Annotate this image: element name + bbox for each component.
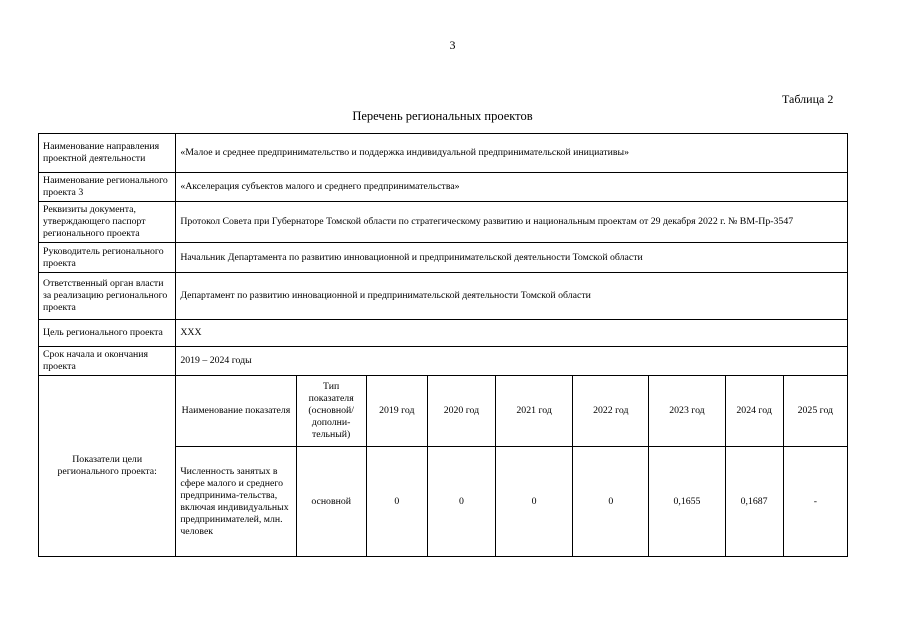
row-label-responsible-body: Ответственный орган власти за реализацию регионального проекта <box>39 273 176 320</box>
year-header: 2025 год <box>783 376 847 447</box>
table-label: Таблица 2 <box>782 92 834 106</box>
row-value-document-details: Протокол Совета при Губернаторе Томской области по стратегическому развитию и национальным проектам от 29 декабря 2022 г. № ВМ-Пр-3547 <box>176 202 848 243</box>
indicator-value: 0,1687 <box>725 447 783 557</box>
indicator-type: основной <box>296 447 366 557</box>
row-value-responsible-body: Департамент по развитию инновационной и предпринимательской деятельности Томской области <box>176 273 848 320</box>
indicators-header-row <box>39 376 848 447</box>
row-label-project-goal: Цель регионального проекта <box>39 320 176 347</box>
table-row <box>39 243 848 273</box>
document-title: Перечень региональных проектов <box>352 109 533 123</box>
row-label-document-details: Реквизиты документа, утверждающего паспорт регионального проекта <box>39 202 176 243</box>
indicators-label: Показатели цели регионального проекта: <box>39 376 176 557</box>
row-label-direction: Наименование направления проектной деятельности <box>39 134 176 173</box>
row-value-direction: «Малое и среднее предпринимательство и поддержка индивидуальной предпринимательской инициативы» <box>176 134 848 173</box>
row-value-project-name: «Акселерация субъектов малого и среднего предпринимательства» <box>176 173 848 202</box>
row-label-project-term: Срок начала и окончания проекта <box>39 347 176 376</box>
regional-projects-table <box>38 133 848 557</box>
table-row <box>39 347 848 376</box>
year-header: 2022 год <box>573 376 649 447</box>
year-header: 2019 год <box>366 376 427 447</box>
indicator-value: - <box>783 447 847 557</box>
row-value-project-term: 2019 – 2024 годы <box>176 347 848 376</box>
table-row <box>39 202 848 243</box>
row-label-project-head: Руководитель регионального проекта <box>39 243 176 273</box>
table-row <box>39 273 848 320</box>
indicator-value: 0 <box>573 447 649 557</box>
indicator-value: 0,1655 <box>649 447 725 557</box>
year-header: 2021 год <box>496 376 573 447</box>
table-row <box>39 320 848 347</box>
row-value-project-head: Начальник Департамента по развитию инновационной и предпринимательской деятельности Томской области <box>176 243 848 273</box>
indicator-name: Численность занятых в сфере малого и среднего предпринима-тельства, включая индивидуальных предпринимателей, млн. человек <box>176 447 296 557</box>
indicator-value: 0 <box>427 447 495 557</box>
year-header: 2023 год <box>649 376 725 447</box>
row-value-project-goal: ХХХ <box>176 320 848 347</box>
table-row <box>39 134 848 173</box>
table-row <box>39 173 848 202</box>
indicator-name-header: Наименование показателя <box>176 376 296 447</box>
year-header: 2020 год <box>427 376 495 447</box>
indicator-value: 0 <box>496 447 573 557</box>
indicator-type-header: Тип показателя (основной/ дополни-тельный) <box>296 376 366 447</box>
year-header: 2024 год <box>725 376 783 447</box>
page-number: 3 <box>449 38 456 52</box>
indicator-value: 0 <box>366 447 427 557</box>
row-label-project-name: Наименование регионального проекта 3 <box>39 173 176 202</box>
